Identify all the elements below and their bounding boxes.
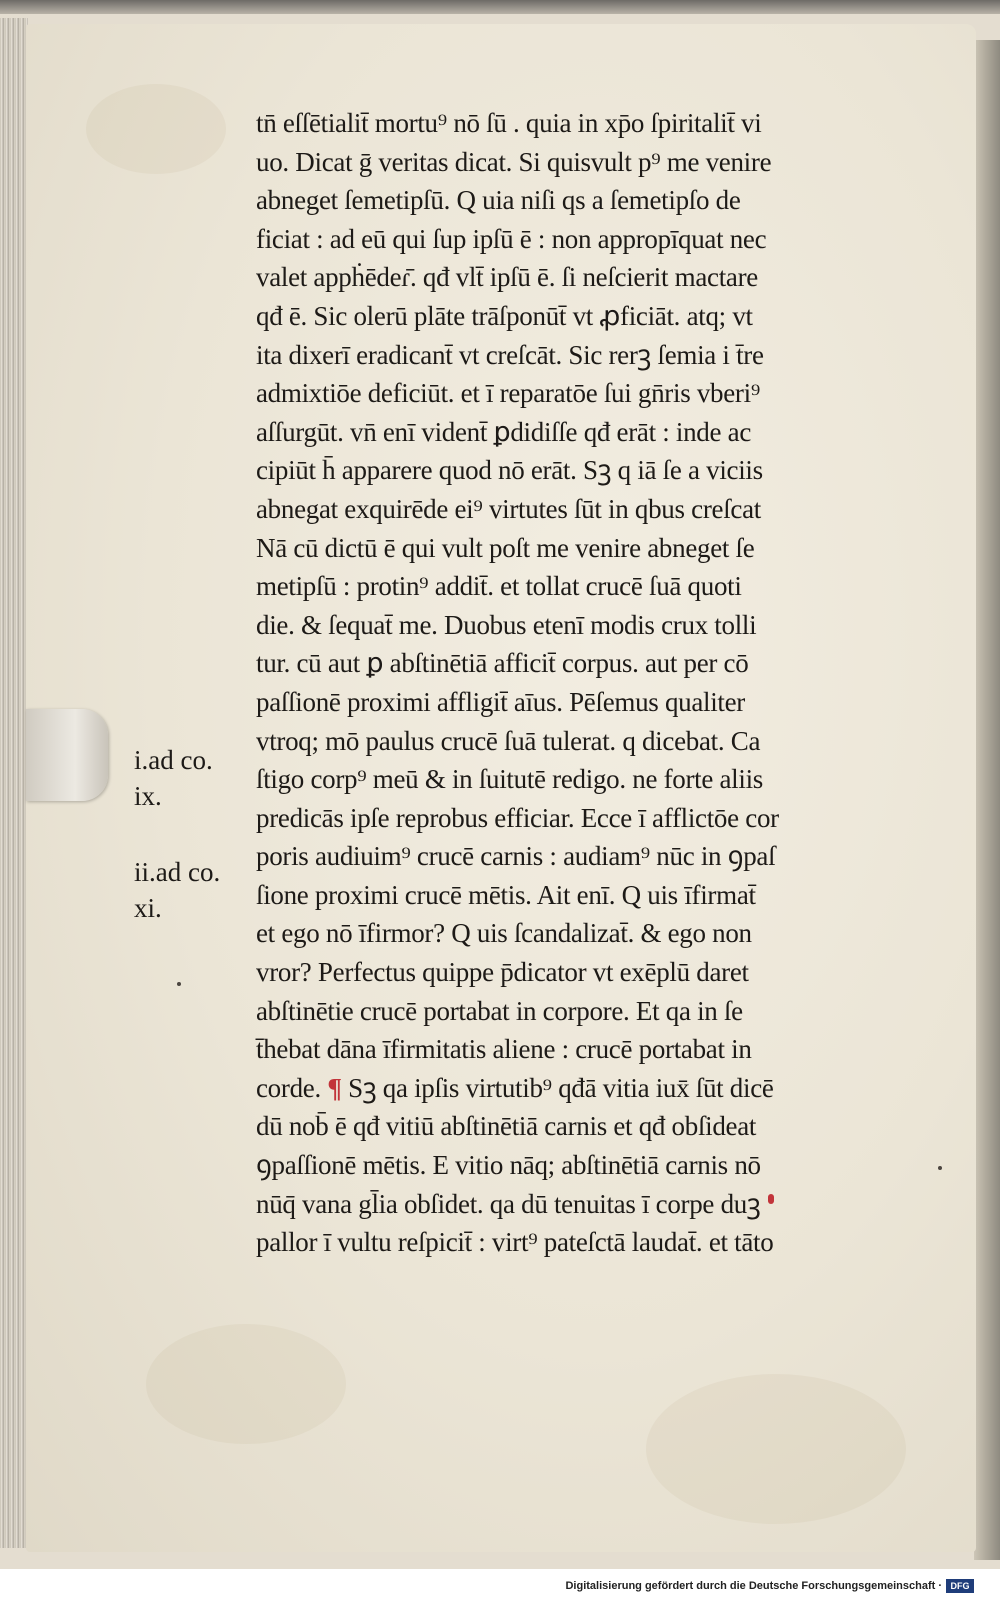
text-line: abſtinētie crucē portabat in corpore. Et qa in ſe xyxy=(256,995,743,1026)
page-stack-right xyxy=(974,40,1000,1560)
text-line: paſſionē proximi affligit̄ aīus. Pēſemus qualiter xyxy=(256,686,746,717)
funding-credit: Digitalisierung gefördert durch die Deutsche Forschungsgemeinschaft · xyxy=(565,1580,942,1592)
text-line: admixtiōe deficiūt. et ī reparatōe ſui gn̄ris vberi⁹ xyxy=(256,378,760,409)
text-line: vror? Perfectus quippe p̄dicator vt exēplū daret xyxy=(256,957,749,988)
text-line: Nā cū dictū ē qui vult poſt me venire abneget ſe xyxy=(256,532,755,563)
text-line: et ego nō īfirmor? Q uis ſcandalizat̄. & ego non xyxy=(256,918,752,949)
text-line: die. & ſequat̄ me. Duobus etenī modis crux tolli xyxy=(256,609,757,640)
text-line: aſſurgūt. vn̄ enī vident̄ ꝑdidiſſe qđ erāt : inde ac xyxy=(256,416,752,447)
text-line: dū nob̄ ē qđ vitiū abſtinētiā carnis et qđ obſideat xyxy=(256,1111,757,1142)
text-line: abneget ſemetipſū. Q uia niſi qs a ſemetipſo de xyxy=(256,185,741,216)
footer-bar xyxy=(0,1569,1000,1599)
text-line: pallor ī vultu reſpicit̄ : virt⁹ pateſctā laudat̄. et tāto xyxy=(256,1227,774,1258)
marginal-note-1-line-1: i.ad co. xyxy=(134,745,213,775)
paper-stain xyxy=(646,1374,906,1524)
text-line: poris audiuim⁹ crucē carnis : audiam⁹ nūc in ꝯpaſ xyxy=(256,841,776,872)
text-line: ꝯpaſſionē mētis. E vitio nāq; abſtinētiā carnis nō xyxy=(256,1150,761,1181)
text-line: ſtigo corp⁹ meū & in ſuitutē redigo. ne forte aliis xyxy=(256,764,763,795)
main-text-block xyxy=(256,104,916,1262)
ink-speck xyxy=(938,1166,942,1170)
text-fragment: Sꝫ qa ipſis virtutib⁹ qđā vitia iux̄ ſūt dicē xyxy=(348,1072,774,1103)
text-line: ſione proximi crucē mētis. Ait enī. Q uis īfirmat̄ xyxy=(256,879,756,910)
text-line: nūq̄ vana gl̄ia obſidet. qa dū tenuitas ī corpe duꝫ xyxy=(256,1188,761,1219)
text-line: ita dixerī eradicant̄ vt creſcāt. Sic rerꝫ ſemia i t̄re xyxy=(256,339,764,370)
marginal-note-2-line-1: ii.ad co. xyxy=(134,857,221,887)
paper-stain xyxy=(146,1324,346,1444)
text-line-with-rubric xyxy=(256,1069,916,1108)
text-line: ficiat : ad eū qui ſup ipſū ē : non appropīquat nec xyxy=(256,223,767,254)
dfg-logo: DFG xyxy=(946,1579,974,1593)
marginal-note-1-line-2: ix. xyxy=(134,781,162,811)
text-fragment: corde. xyxy=(256,1072,321,1103)
text-line: tur. cū aut ꝑ abſtinētiā afficit̄ corpus. aut per cō xyxy=(256,648,749,679)
text-line: metipſū : protin⁹ addit̄. et tollat crucē ſuā quoti xyxy=(256,571,742,602)
text-line: cipiūt h̄ apparere quod nō erāt. Sꝫ q iā ſe a viciis xyxy=(256,455,763,486)
marginal-notes xyxy=(134,742,220,926)
ink-speck xyxy=(177,982,181,986)
scan-background-top xyxy=(0,0,1000,14)
marginal-note-2-line-2: xi. xyxy=(134,893,162,923)
text-line: valet appḣēdeɾ̄. qđ vlt̄ ipſū ē. ſi neſcierit mactare xyxy=(256,262,758,293)
text-line: vtroq; mō paulus crucē ſuā tulerat. q dicebat. Ca xyxy=(256,725,761,756)
text-line: uo. Dicat ḡ veritas dicat. Si quisvult p⁹ me venire xyxy=(256,146,772,177)
text-line: tn̄ eſſētialit̄ mortu⁹ nō ſū . quia in xp̄o ſpiritalit̄ vi xyxy=(256,108,762,138)
text-line: abnegat exquirēde ei⁹ virtutes ſūt in qbus creſcat xyxy=(256,493,761,524)
page-stack-left xyxy=(0,18,28,1548)
pilcrow-rubric: ¶ xyxy=(327,1072,342,1103)
page-clip xyxy=(26,709,108,801)
text-line: qđ ē. Sic olerū plāte trāſponūt̄ vt ꝓficiāt. atq; vt xyxy=(256,300,753,331)
text-line: t̄hebat dāna īfirmitatis aliene : crucē portabat in xyxy=(256,1034,752,1065)
text-line: predicās ipſe reprobus efficiar. Ecce ī afflictōe cor xyxy=(256,802,779,833)
paper-stain xyxy=(86,84,226,174)
